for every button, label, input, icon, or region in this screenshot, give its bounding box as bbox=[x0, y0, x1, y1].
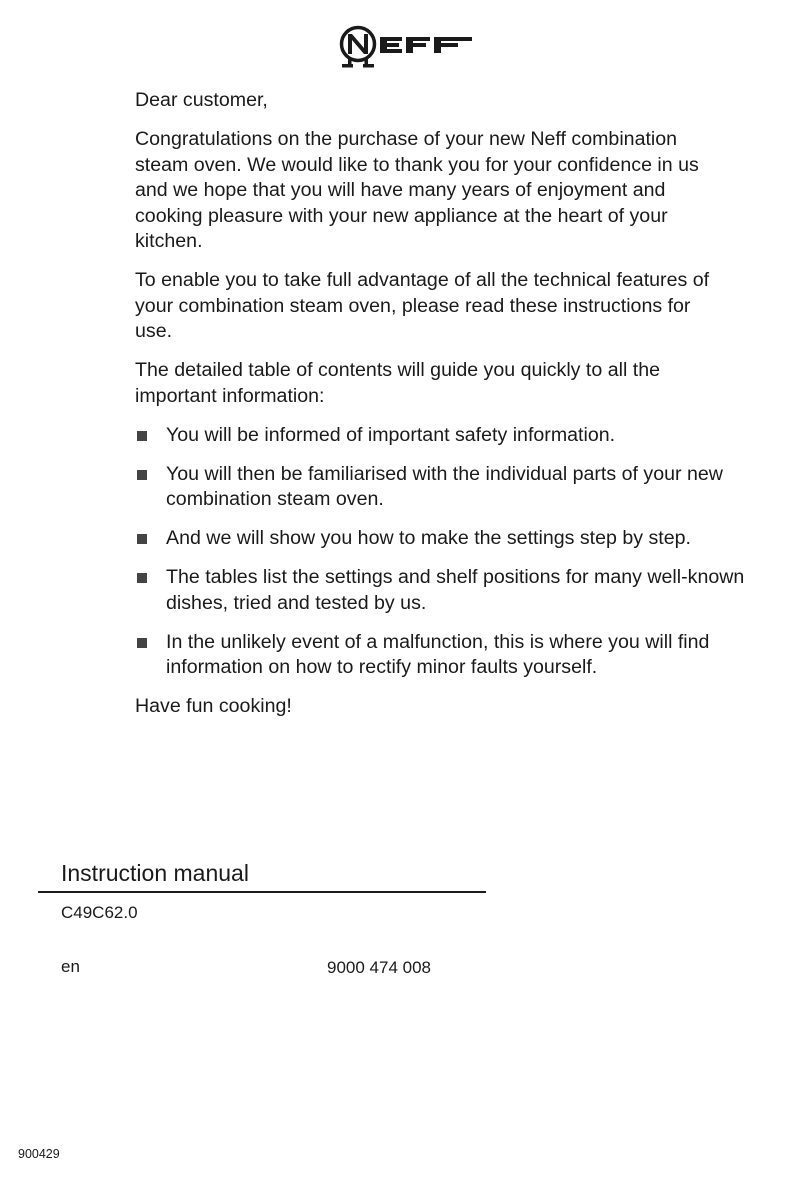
list-item bbox=[135, 462, 795, 513]
square-bullet-icon bbox=[137, 638, 147, 648]
letter-body bbox=[135, 88, 795, 733]
paragraph-contents: The detailed table of contents will guide you quickly to all the important information: bbox=[135, 359, 660, 407]
language-code: en bbox=[61, 957, 80, 976]
list-item-text: And we will show you how to make the settings step by step. bbox=[166, 527, 691, 549]
list-item-text: In the unlikely event of a malfunction, this is where you will find information on how to rectify minor faults yourself. bbox=[166, 630, 710, 678]
square-bullet-icon bbox=[137, 573, 147, 583]
closing: Have fun cooking! bbox=[135, 695, 292, 717]
neff-logo bbox=[338, 24, 478, 72]
list-item bbox=[135, 630, 795, 681]
square-bullet-icon bbox=[137, 470, 147, 480]
title-divider bbox=[38, 891, 486, 893]
model-number: C49C62.0 bbox=[61, 903, 138, 922]
info-bullet-list bbox=[135, 423, 795, 681]
greeting: Dear customer, bbox=[135, 89, 268, 111]
list-item bbox=[135, 526, 795, 552]
paragraph-read-instructions: To enable you to take full advantage of all the technical features of your combination steam oven, please read these instructions for use. bbox=[135, 269, 710, 342]
document-number: 9000 474 008 bbox=[327, 958, 431, 977]
list-item-text: You will then be familiarised with the individual parts of your new combination steam oven. bbox=[166, 462, 723, 510]
list-item-text: You will be informed of important safety information. bbox=[166, 423, 616, 446]
list-item bbox=[135, 565, 795, 616]
neff-logo-icon bbox=[338, 24, 478, 72]
print-code: 900429 bbox=[18, 1147, 60, 1161]
square-bullet-icon bbox=[137, 534, 147, 544]
manual-title: Instruction manual bbox=[61, 860, 249, 886]
paragraph-intro: Congratulations on the purchase of your new Neff combination steam oven. We would like to thank you for your confidence in us and we hope that you will have many years of enjoyment and cooking pleasure with your new appliance at the heart of your kitchen. bbox=[135, 128, 699, 252]
list-item bbox=[135, 423, 795, 449]
list-item-text: The tables list the settings and shelf positions for many well-known dishes, tried and tested by us. bbox=[166, 566, 745, 614]
square-bullet-icon bbox=[137, 431, 147, 441]
